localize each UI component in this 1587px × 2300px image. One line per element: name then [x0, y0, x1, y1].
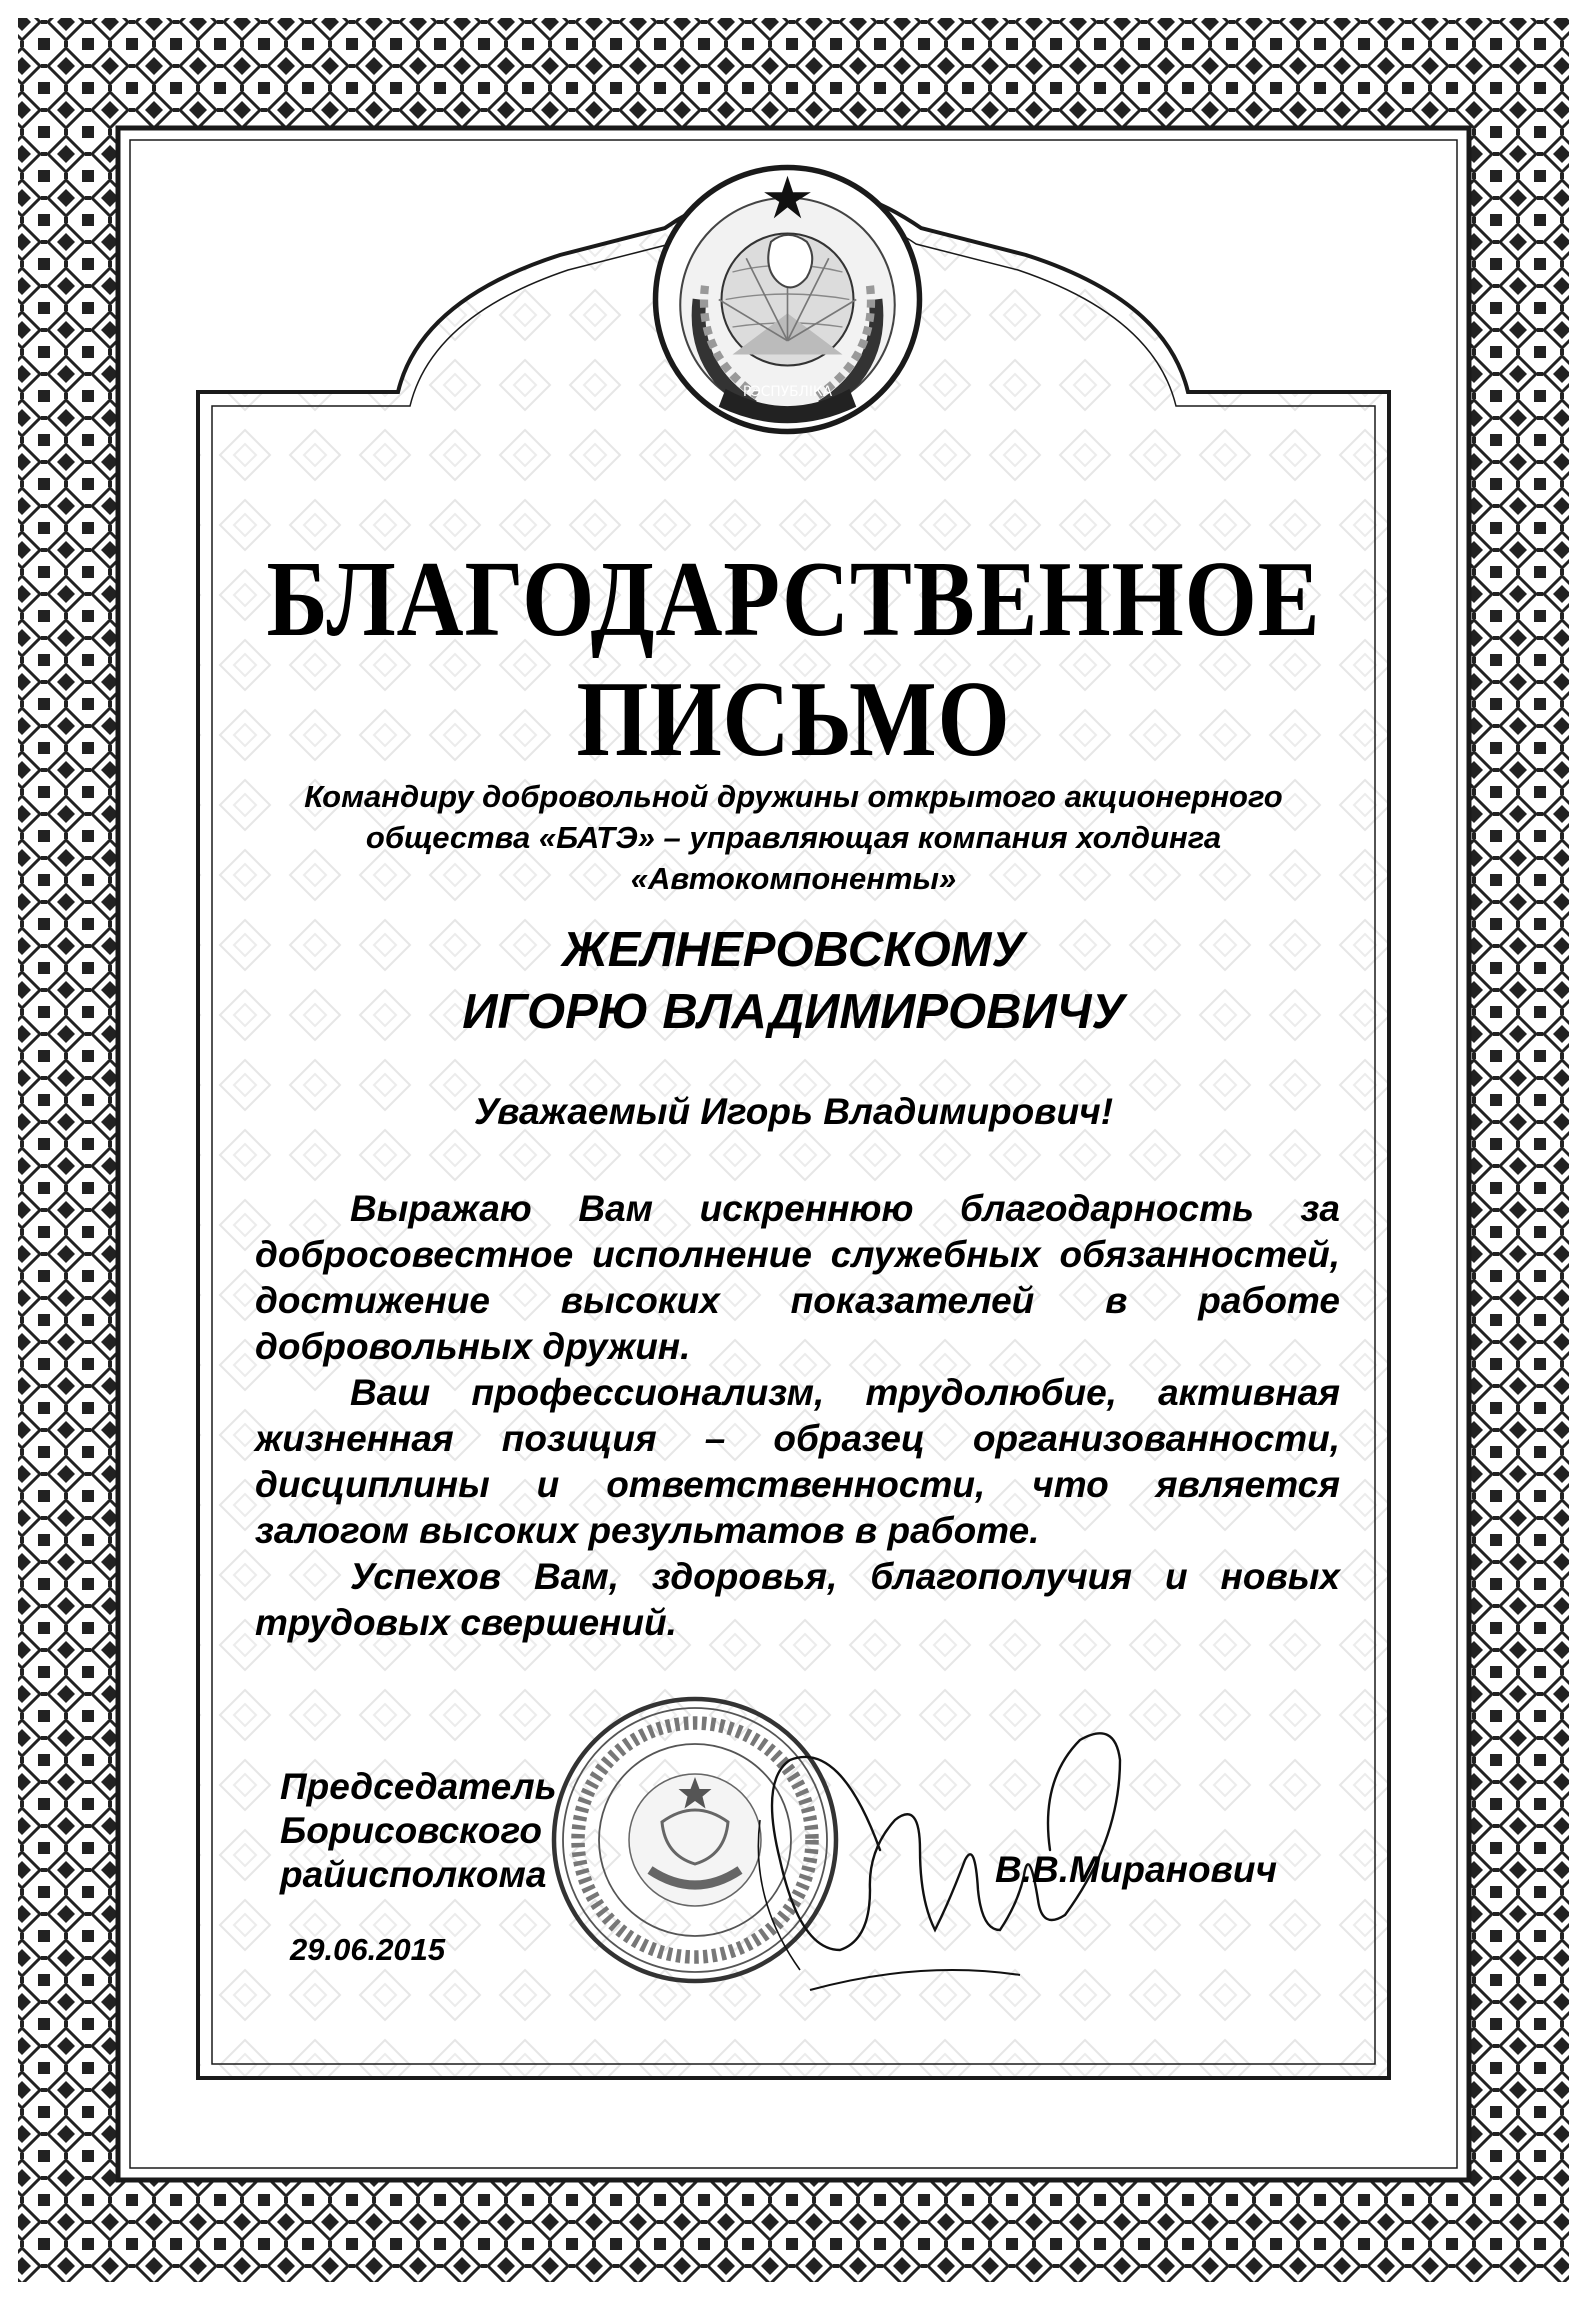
- recipient-given-names: ИГОРЮ ВЛАДИМИРОВИЧУ: [462, 985, 1125, 1039]
- addressee-line: «Автокомпоненты»: [630, 861, 957, 896]
- signatory-name: В.В.Миранович: [995, 1849, 1278, 1890]
- addressee-line: общества «БАТЭ» – управляющая компания холдинга: [365, 820, 1222, 855]
- document-date: 29.06.2015: [290, 1932, 446, 1967]
- signatory-title-line: Председатель: [280, 1766, 557, 1807]
- document-title-line2: ПИСЬМО: [576, 660, 1011, 779]
- signatory-title-line: райисполкома: [280, 1854, 547, 1895]
- signatory-title-line: Борисовского: [280, 1810, 542, 1851]
- svg-text:РЭСПУБЛІКА: РЭСПУБЛІКА: [742, 383, 833, 400]
- addressee-block: [240, 776, 1347, 899]
- body-paragraph: Выражаю Вам искреннюю благодарность за добросовестное исполнение служебных обязанностей, достижение высоких показателей в работе добровольных дружин.: [255, 1188, 1340, 1367]
- document-title-line1: БЛАГОДАРСТВЕННОЕ: [266, 540, 1321, 659]
- body-paragraph: Ваш профессионализм, трудолюбие, активная жизненная позиция – образец организованности, дисциплины и ответственности, что является залогом высоких результатов в работе.: [255, 1372, 1340, 1551]
- greeting: Уважаемый Игорь Владимирович!: [473, 1091, 1114, 1132]
- letter-body: [255, 1186, 1340, 1646]
- body-paragraph: Успехов Вам, здоровья, благополучия и новых трудовых свершений.: [255, 1556, 1340, 1643]
- recipient-surname: ЖЕЛНЕРОВСКОМУ: [562, 923, 1025, 977]
- addressee-line: Командиру добровольной дружины открытого акционерного: [304, 779, 1283, 814]
